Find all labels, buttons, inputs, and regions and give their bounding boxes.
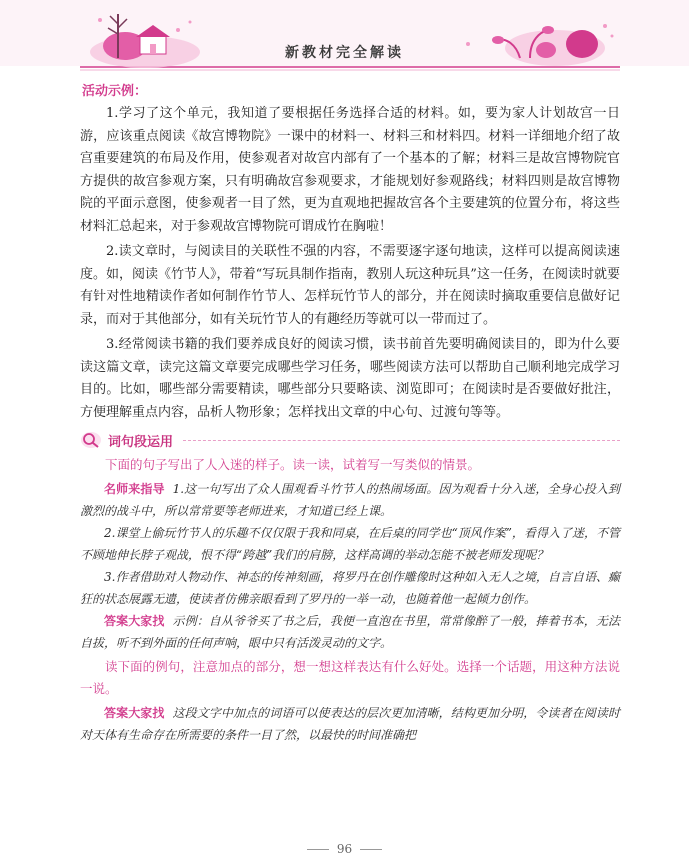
- teacher-guidance-text: 1.这一句写出了众人围观看斗竹节人的热闹场面。因为观看十分入迷，全身心投入到激烈的战斗中，所以常常要等老师进来，才知道已经上课。: [80, 482, 620, 518]
- page-body: [80, 80, 620, 746]
- section-title: 词句段运用: [108, 434, 174, 450]
- activity-paragraph-2: 2.读文章时，与阅读目的关联性不强的内容，不需要逐字逐句地读，这样可以提高阅读速度。如，阅读《竹节人》，带着“写玩具制作指南，教别人玩这种玩具”这一任务，在阅读时就要有针对性地精读作者如何制作竹节人、怎样玩竹节人的部分，并在阅读时摘取重要信息做好记录，而对于其他部分，如有关玩竹节人的有趣经历等就可以一带而过了。: [80, 244, 620, 327]
- page-number-value: 96: [336, 842, 353, 856]
- answer-block-1: [80, 610, 620, 654]
- activity-label: 活动示例：: [82, 84, 148, 99]
- teacher-guidance-tag: 名师来指导: [104, 482, 165, 496]
- guidance-point-2: 2.课堂上偷玩竹节人的乐趣不仅仅限于我和同桌，在后桌的同学也“顶风作案”，看得入了迷，不管不顾地伸长脖子观战，恨不得“跨越”我们的肩膀，这样高调的举动怎能不被老师发现呢？: [80, 526, 620, 562]
- exercise-prompt-2: 读下面的例句，注意加点的部分，想一想这样表达有什么好处。选择一个话题，用这种方法说一说。: [80, 659, 620, 696]
- page-number: [0, 842, 689, 856]
- answer-tag-2: 答案大家找: [104, 706, 165, 720]
- exercise-prompt-1: 下面的句子写出了人入迷的样子。读一读，试着写一写类似的情景。: [105, 457, 481, 472]
- answer-block-2: [80, 702, 620, 746]
- guidance-point-3: 3.作者借助对人物动作、神态的传神刻画，将罗丹在创作雕像时这种如入无人之境，自言自语、癫狂的状态展露无遗，使读者仿佛亲眼看到了罗丹的一举一动，也随着他一起倾力创作。: [80, 570, 620, 606]
- header-decoration: [0, 0, 689, 80]
- section-divider: [183, 440, 620, 441]
- activity-paragraph-1: 1.学习了这个单元，我知道了要根据任务选择合适的材料。如，要为家人计划故宫一日游，应该重点阅读《故宫博物院》一课中的材料一、材料三和材料四。材料一详细地介绍了故宫重要建筑的布局及作用，使参观者对故宫内部有了一个基本的了解；材料三是故宫博物院官方提供的故宫参观方案，只有明确故宫参观要求，才能规划好参观路线；材料四则是故宫博物院的平面示意图，使参观者一目了然，更为直观地把握故宫各个主要建筑的位置分布，将这些材料汇总起来，对于参观故宫博物院可谓成竹在胸啦！: [80, 106, 620, 234]
- teacher-guidance: [80, 478, 620, 522]
- section-heading: [80, 430, 620, 450]
- answer-tag-1: 答案大家找: [104, 614, 165, 628]
- activity-paragraph-3: 3.经常阅读书籍的我们要养成良好的阅读习惯，读书前首先要明确阅读目的，即为什么要读这篇文章，读完这篇文章要完成哪些学习任务，哪些阅读方法可以帮助自己顺利地完成学习目的。比如，哪些部分需要精读，哪些部分只要略读、浏览即可；在阅读时是否要做好批注，方便理解重点内容，品析人物形象；怎样找出文章的中心句、过渡句等等。: [80, 337, 620, 420]
- book-title: 新教材完全解读: [285, 45, 404, 61]
- answer-text-1: 示例：自从爷爷买了书之后，我便一直泡在书里，常常像醉了一般，捧着书本，无法自拔，听不到外面的任何声响，眼中只有活泼灵动的文字。: [80, 614, 620, 650]
- answer-text-2: 这段文字中加点的词语可以使表达的层次更加清晰，结构更加分明，令读者在阅读时对天体有生命存在所需要的条件一目了然，以最快的时间准确把: [80, 706, 620, 742]
- magnifier-icon: [80, 430, 102, 450]
- page-header: [0, 0, 689, 80]
